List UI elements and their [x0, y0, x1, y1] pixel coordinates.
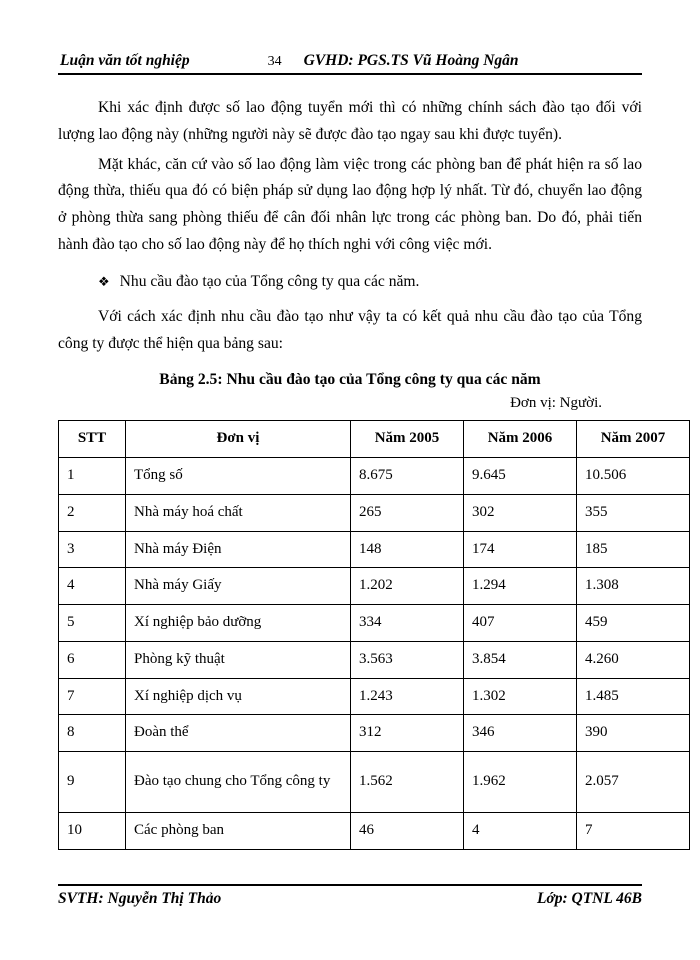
paragraph-2: Mặt khác, căn cứ vào số lao động làm việc trong các phòng ban để phát hiện ra số lao động thừa, thiếu qua đó có biện pháp sử dụng lao động hợp lý nhất. Từ đó, chuyển lao động ở phòng thừa sang phòng thiếu để cân đối nhân lực trong các phòng ban. Do đó, phải tiến hành đào tạo cho số lao động này để họ thích nghi với công việc mới.	[58, 155, 642, 254]
column-header-unit: Đơn vị	[126, 421, 351, 458]
cell-2006: 174	[464, 531, 577, 568]
cell-stt: 10	[59, 813, 126, 850]
cell-2006: 302	[464, 494, 577, 531]
cell-2006: 1.302	[464, 678, 577, 715]
page-footer	[58, 884, 642, 908]
cell-stt: 5	[59, 605, 126, 642]
cell-unit: Nhà máy Điện	[126, 531, 351, 568]
cell-2007: 2.057	[577, 752, 690, 813]
cell-2007: 1.308	[577, 568, 690, 605]
cell-unit: Xí nghiệp bảo dưỡng	[126, 605, 351, 642]
cell-unit: Phòng kỹ thuật	[126, 641, 351, 678]
cell-unit: Xí nghiệp dịch vụ	[126, 678, 351, 715]
column-header-stt: STT	[59, 421, 126, 458]
table-row	[59, 752, 690, 813]
table-row	[59, 568, 690, 605]
cell-2006: 9.645	[464, 458, 577, 495]
bullet-label: Nhu cầu đào tạo của Tổng công ty qua các năm.	[119, 272, 420, 290]
cell-2007: 459	[577, 605, 690, 642]
column-header-2005: Năm 2005	[351, 421, 464, 458]
paragraph-1: Khi xác định được số lao động tuyển mới thì có những chính sách đào tạo đối với lượng lao động này (những người này sẽ được đào tạo ngay sau khi được tuyển).	[58, 99, 642, 143]
cell-2007: 185	[577, 531, 690, 568]
diamond-bullet-icon: ❖	[98, 273, 110, 289]
cell-stt: 3	[59, 531, 126, 568]
footer-left-text: SVTH: Nguyễn Thị Thảo	[58, 890, 222, 907]
table-row	[59, 715, 690, 752]
table-row	[59, 641, 690, 678]
cell-2007: 355	[577, 494, 690, 531]
cell-stt: 1	[59, 458, 126, 495]
cell-unit: Các phòng ban	[126, 813, 351, 850]
cell-stt: 2	[59, 494, 126, 531]
table-row	[59, 678, 690, 715]
cell-2005: 334	[351, 605, 464, 642]
table-row	[59, 813, 690, 850]
cell-2006: 407	[464, 605, 577, 642]
cell-2005: 8.675	[351, 458, 464, 495]
cell-unit: Đoàn thể	[126, 715, 351, 752]
table-caption: Bảng 2.5: Nhu cầu đào tạo của Tổng công ty qua các năm	[159, 371, 541, 389]
cell-2005: 265	[351, 494, 464, 531]
cell-2005: 1.202	[351, 568, 464, 605]
cell-unit: Nhà máy Giấy	[126, 568, 351, 605]
cell-2006: 1.962	[464, 752, 577, 813]
cell-2006: 3.854	[464, 641, 577, 678]
cell-2006: 1.294	[464, 568, 577, 605]
cell-stt: 6	[59, 641, 126, 678]
paragraph-3: Với cách xác định nhu cầu đào tạo như vậy ta có kết quả nhu cầu đào tạo của Tổng công ty được thể hiện qua bảng sau:	[58, 307, 642, 352]
cell-2007: 10.506	[577, 458, 690, 495]
cell-stt: 4	[59, 568, 126, 605]
cell-2007: 390	[577, 715, 690, 752]
cell-2007: 1.485	[577, 678, 690, 715]
cell-2005: 1.562	[351, 752, 464, 813]
cell-stt: 9	[59, 752, 126, 813]
table-unit-note: Đơn vị: Người.	[510, 395, 602, 412]
table-row	[59, 605, 690, 642]
table-row	[59, 494, 690, 531]
table-row	[59, 458, 690, 495]
header-right-text: GVHD: PGS.TS Vũ Hoàng Ngân	[303, 52, 519, 69]
cell-unit: Đào tạo chung cho Tổng công ty	[126, 752, 351, 813]
cell-2007: 7	[577, 813, 690, 850]
table-header-row	[59, 421, 690, 458]
cell-unit: Nhà máy hoá chất	[126, 494, 351, 531]
cell-2006: 346	[464, 715, 577, 752]
cell-2005: 148	[351, 531, 464, 568]
header-page-number: 34	[267, 54, 282, 69]
training-needs-table	[58, 420, 690, 850]
cell-2006: 4	[464, 813, 577, 850]
cell-2005: 312	[351, 715, 464, 752]
table-row	[59, 531, 690, 568]
column-header-2007: Năm 2007	[577, 421, 690, 458]
header-left-text: Luận văn tốt nghiệp	[60, 52, 190, 69]
page-header	[58, 52, 642, 75]
cell-stt: 8	[59, 715, 126, 752]
cell-unit: Tổng số	[126, 458, 351, 495]
cell-2005: 1.243	[351, 678, 464, 715]
cell-stt: 7	[59, 678, 126, 715]
bullet-item	[58, 269, 642, 296]
cell-2005: 3.563	[351, 641, 464, 678]
cell-2007: 4.260	[577, 641, 690, 678]
cell-2005: 46	[351, 813, 464, 850]
column-header-2006: Năm 2006	[464, 421, 577, 458]
footer-right-text: Lớp: QTNL 46B	[536, 890, 642, 907]
